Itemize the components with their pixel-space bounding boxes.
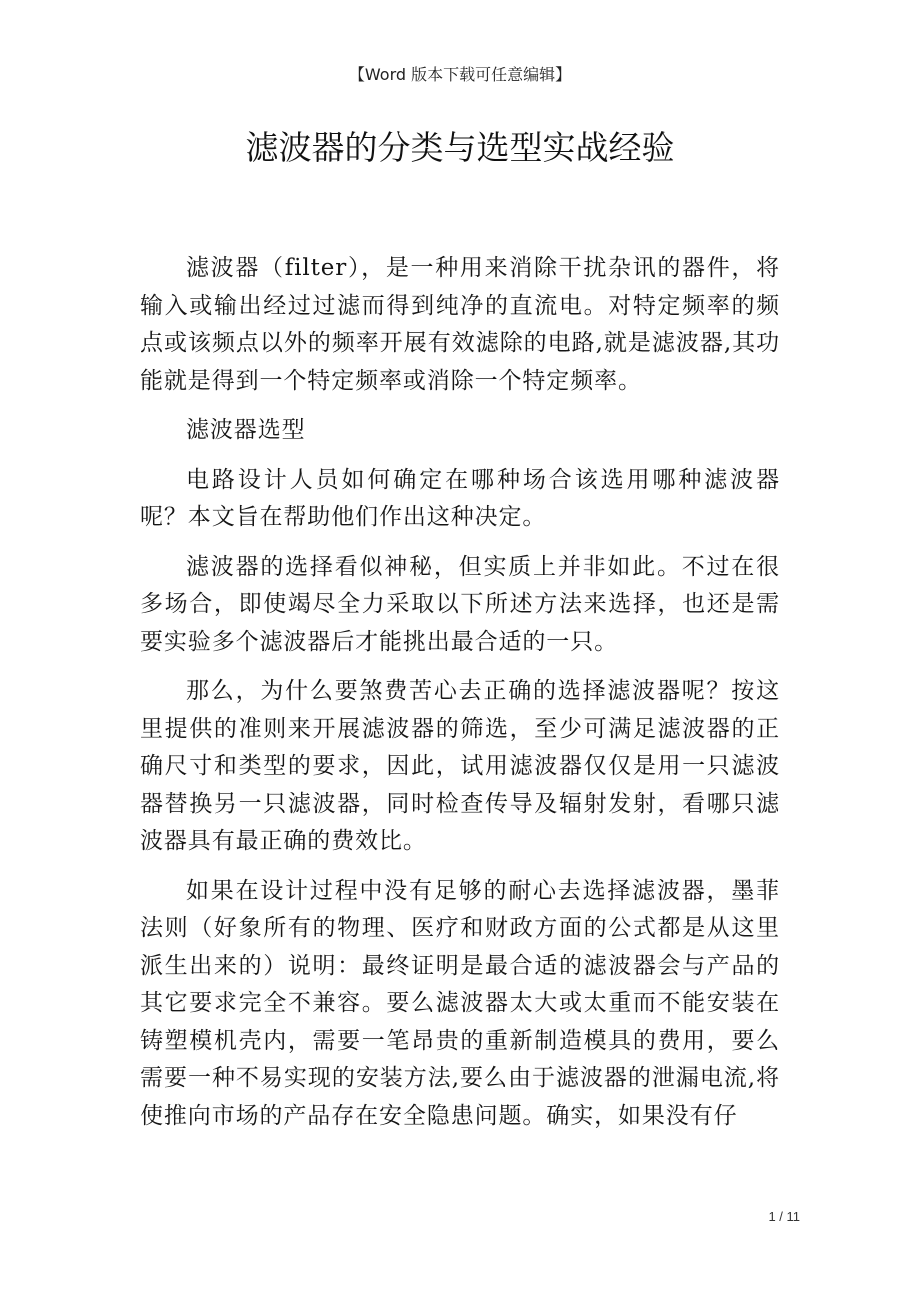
page-number: 1 / 11 [768,1209,800,1224]
page-header: 【Word 版本下载可任意编辑】 [348,65,572,84]
section-heading-filter-selection: 滤波器选型 [186,417,306,443]
document-title: 滤波器的分类与选型实战经验 [245,128,675,167]
paragraph-question: 电路设计人员如何确定在哪种场合该选用哪种滤波器呢？本文旨在帮助他们作出这种决定。 [140,466,780,530]
paragraph-choice: 滤波器的选择看似神秘，但实质上并非如此。不过在很多场合，即使竭尽全力采取以下所述方法来选择，也还是需要实验多个滤波器后才能挑出最合适的一只。 [140,553,780,655]
paragraph-intro: 滤波器（filter），是一种用来消除干扰杂讯的器件，将输入或输出经过过滤而得到纯净的直流电。对特定频率的频点或该频点以外的频率开展有效滤除的电路,就是滤波器,其功能就是得到一个特定频率或消除一个特定频率。 [140,255,780,394]
paragraph-murphy: 如果在设计过程中没有足够的耐心去选择滤波器，墨菲法则（好象所有的物理、医疗和财政方面的公式都是从这里派生出来的）说明：最终证明是最合适的滤波器会与产品的其它要求完全不兼容。要么滤波器太大或太重而不能安装在铸塑模机壳内，需要一笔昂贵的重新制造模具的费用，要么需要一种不易实现的安装方法,要么由于滤波器的泄漏电流,将使推向市场的产品存在安全隐患问题。确实，如果没有仔 [140,877,780,1129]
document-body [140,250,780,1147]
paragraph-why: 那么，为什么要煞费苦心去正确的选择滤波器呢？按这里提供的准则来开展滤波器的筛选，至少可满足滤波器的正确尺寸和类型的要求，因此，试用滤波器仅仅是用一只滤波器替换另一只滤波器，同时检查传导及辐射发射，看哪只滤波器具有最正确的费效比。 [140,678,780,854]
